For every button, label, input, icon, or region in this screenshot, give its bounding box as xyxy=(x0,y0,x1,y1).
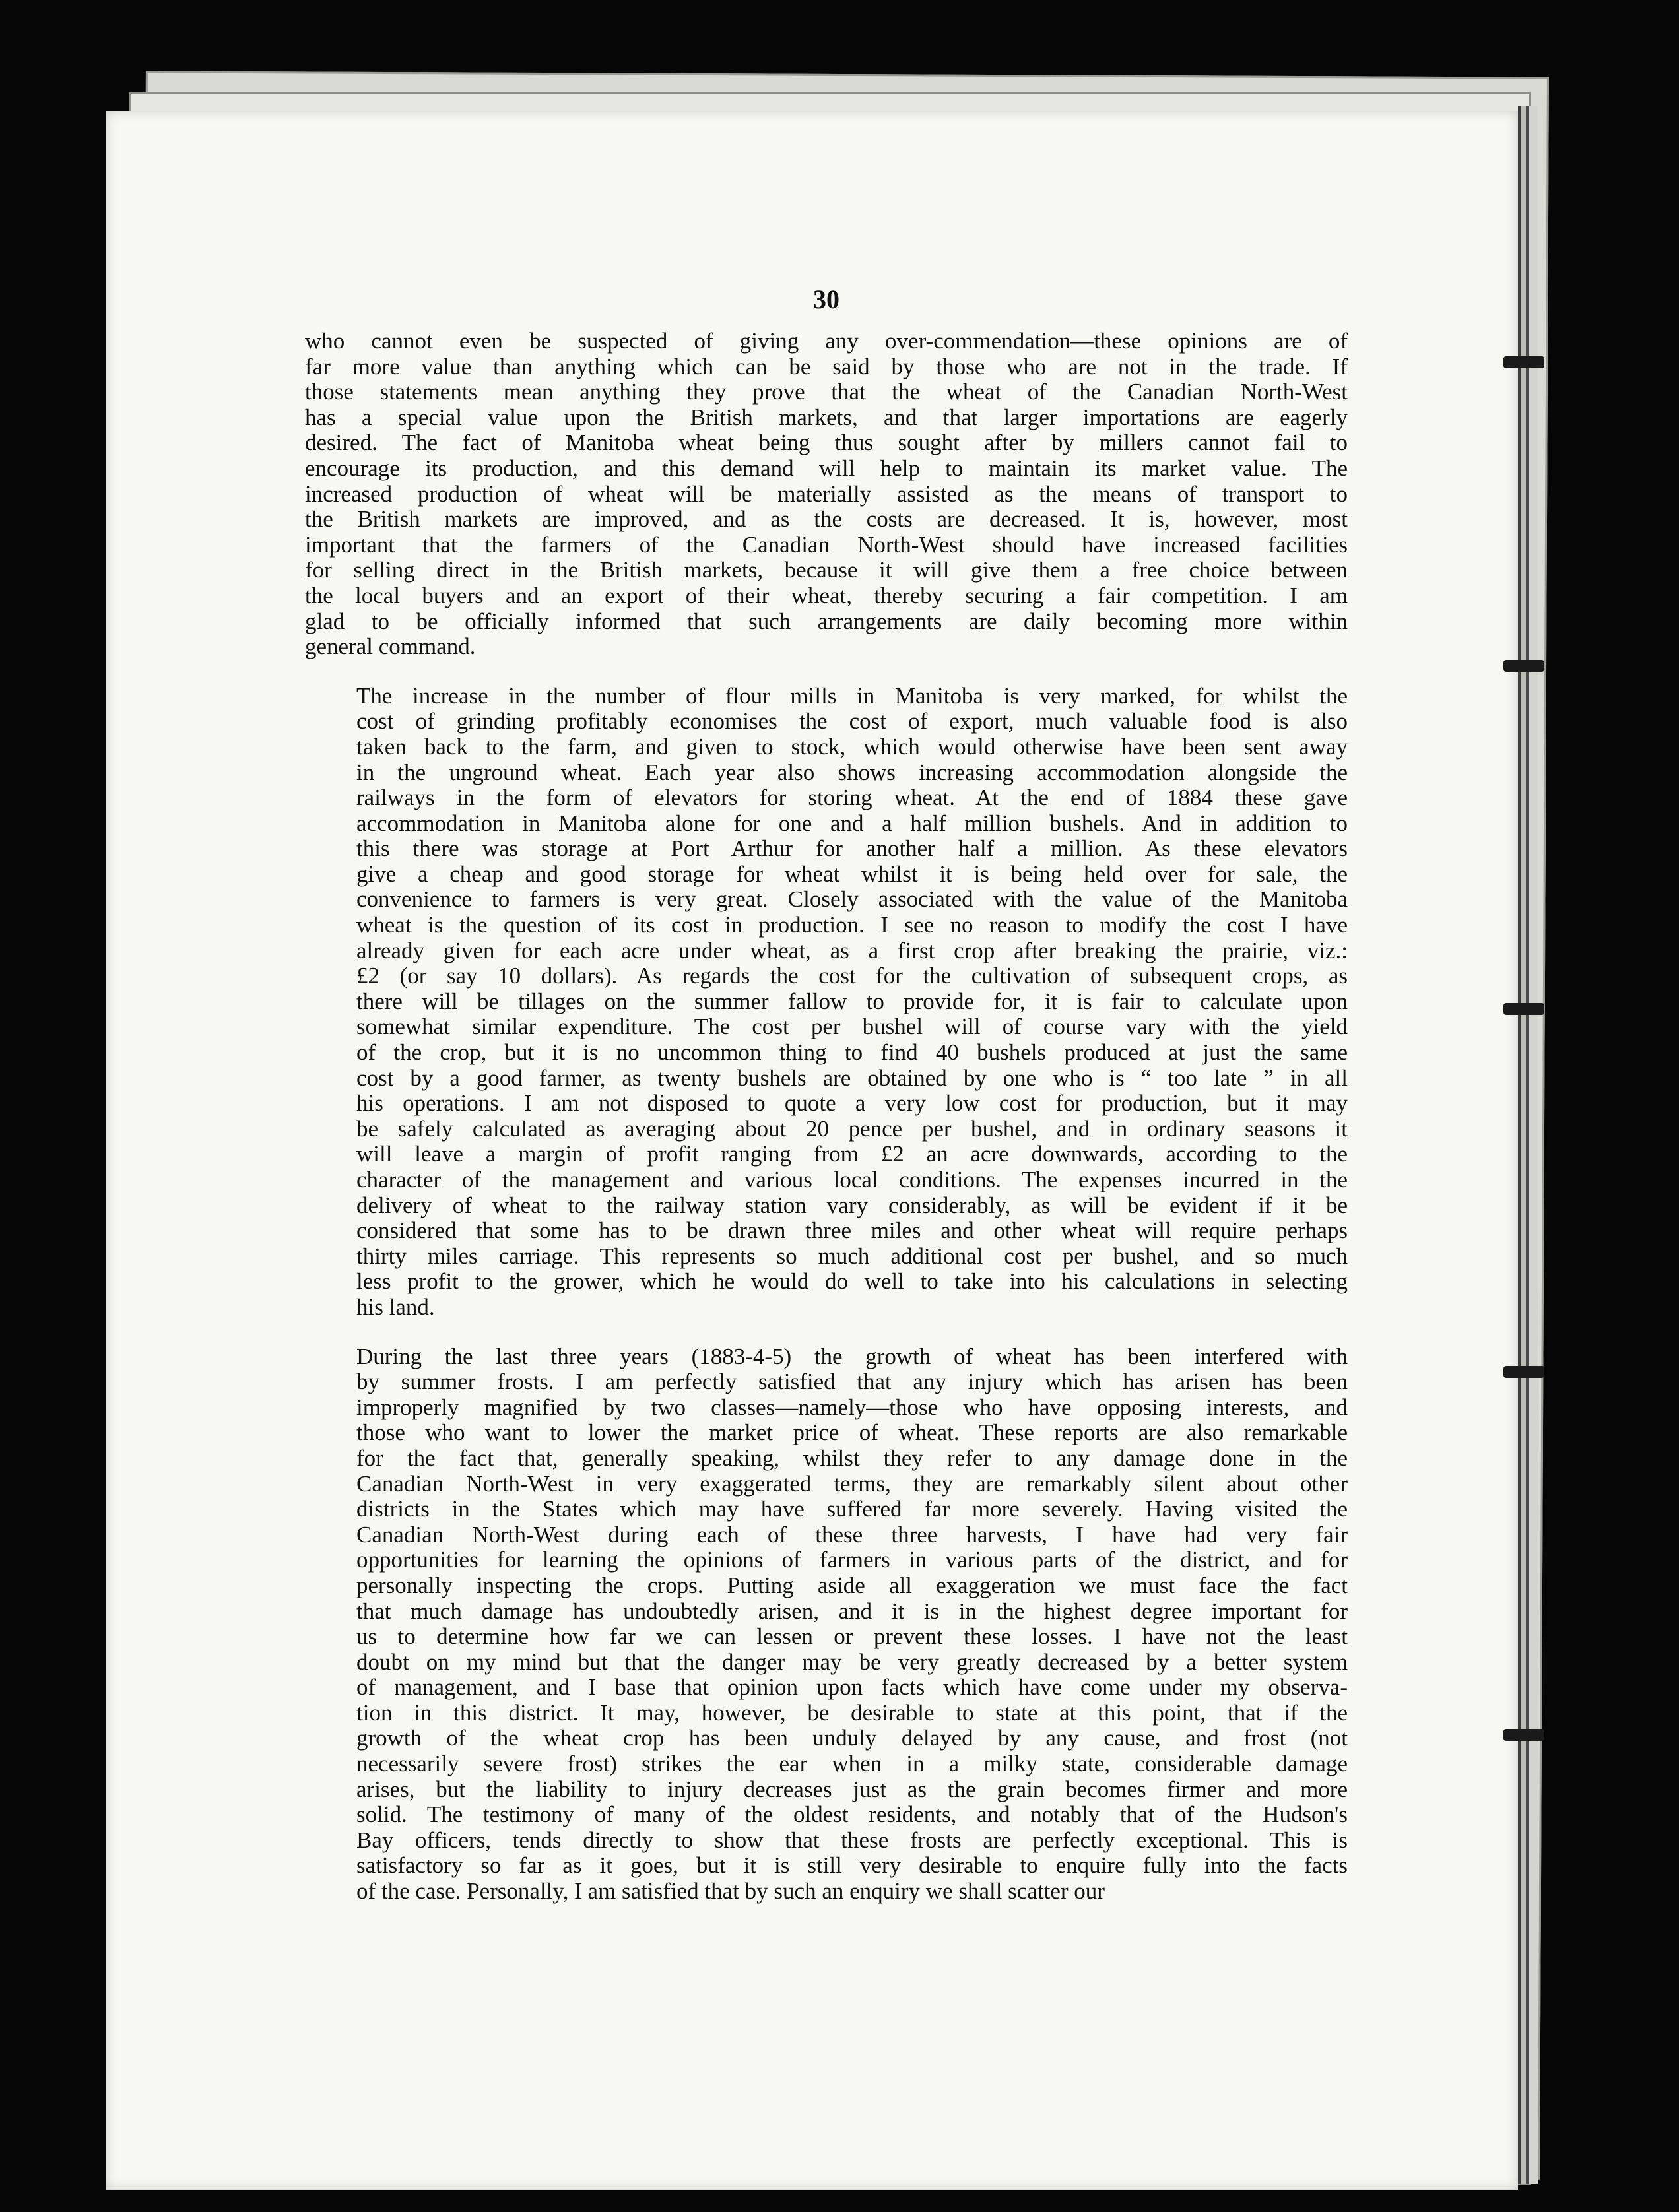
page-number: 30 xyxy=(813,284,840,314)
text-line: those who want to lower the market price of wheat. These reports are also remarkable xyxy=(356,1420,1348,1446)
paragraph xyxy=(305,329,1348,660)
text-line: far more value than anything which can be said by those who are not in the trade. If xyxy=(305,354,1348,379)
text-line: in the unground wheat. Each year also shows increasing accommodation alongside the xyxy=(356,760,1348,785)
text-line: wheat is the question of its cost in production. I see no reason to modify the cost I have xyxy=(356,913,1348,938)
binding-staple-mark xyxy=(1503,1366,1544,1378)
text-line: the British markets are improved, and as the costs are decreased. It is, however, most xyxy=(305,507,1348,533)
text-line: this there was storage at Port Arthur for another half a million. As these elevators xyxy=(356,836,1348,862)
text-line: will leave a margin of profit ranging from £2 an acre downwards, according to the xyxy=(356,1142,1348,1167)
text-line: the local buyers and an export of their wheat, thereby securing a fair competition. I am xyxy=(305,583,1348,608)
text-line: those statements mean anything they prove that the wheat of the Canadian North-West xyxy=(305,379,1348,405)
text-line: delivery of wheat to the railway station vary considerably, as will be evident if it be xyxy=(356,1192,1348,1218)
page-text-body xyxy=(305,284,1348,1904)
text-line: growth of the wheat crop has been unduly delayed by any cause, and frost (not xyxy=(356,1726,1348,1751)
text-line: of the crop, but it is no uncommon thing to find 40 bushels produced at just the same xyxy=(356,1040,1348,1066)
text-line: £2 (or say 10 dollars). As regards the cost for the cultivation of subsequent crops, as xyxy=(356,963,1348,989)
text-line: glad to be officially informed that such arrangements are daily becoming more within xyxy=(305,608,1348,634)
text-line: give a cheap and good storage for wheat whilst it is being held over for sale, the xyxy=(356,861,1348,887)
text-line: be safely calculated as averaging about 20 pence per bushel, and in ordinary seasons it xyxy=(356,1116,1348,1142)
text-line: that much damage has undoubtedly arisen, and it is in the highest degree important for xyxy=(356,1598,1348,1624)
binding-staple-mark xyxy=(1503,1729,1544,1741)
text-line: arises, but the liability to injury decreases just as the grain becomes firmer and more xyxy=(356,1776,1348,1802)
text-line: accommodation in Manitoba alone for one and a half million bushels. And in addition to xyxy=(356,810,1348,836)
text-line: has a special value upon the British markets, and that larger importations are eagerly xyxy=(305,405,1348,430)
paragraph-container xyxy=(305,329,1348,1904)
text-line: tion in this district. It may, however, be desirable to state at this point, that if the xyxy=(356,1700,1348,1726)
text-line: thirty miles carriage. This represents so much additional cost per bushel, and so much xyxy=(356,1243,1348,1269)
text-line: already given for each acre under wheat, as a first crop after breaking the prairie, viz.: xyxy=(356,938,1348,963)
text-line: important that the farmers of the Canadian North-West should have increased facilities xyxy=(305,532,1348,558)
text-line: Canadian North-West during each of these three harvests, I have had very fair xyxy=(356,1522,1348,1547)
text-line: satisfactory so far as it goes, but it is still very desirable to enquire fully into the facts xyxy=(356,1853,1348,1879)
text-line: necessarily severe frost) strikes the ear when in a milky state, considerable damage xyxy=(356,1751,1348,1777)
text-line: by summer frosts. I am perfectly satisfied that any injury which has arisen has been xyxy=(356,1369,1348,1395)
text-line: of the case. Personally, I am satisfied that by such an enquiry we shall scatter our xyxy=(356,1879,1105,1904)
text-line: cost by a good farmer, as twenty bushels are obtained by one who is “ too late ” in all xyxy=(356,1065,1348,1091)
text-line: character of the management and various local conditions. The expenses incurred in the xyxy=(356,1167,1348,1192)
text-line: for selling direct in the British markets, because it will give them a free choice between xyxy=(305,558,1348,583)
text-line: Canadian North-West in very exaggerated terms, they are remarkably silent about other xyxy=(356,1471,1348,1497)
text-line: who cannot even be suspected of giving any over-commendation—these opinions are of xyxy=(305,329,1348,354)
text-line: encourage its production, and this demand will help to maintain its market value. The xyxy=(305,455,1348,481)
text-line: there will be tillages on the summer fallow to provide for, it is fair to calculate upon xyxy=(356,989,1348,1014)
text-line: convenience to farmers is very great. Closely associated with the value of the Manitoba xyxy=(356,887,1348,913)
binding-edge xyxy=(1518,106,1538,2184)
binding-staple-mark xyxy=(1503,356,1544,368)
paragraph xyxy=(305,1344,1348,1904)
text-line: railways in the form of elevators for storing wheat. At the end of 1884 these gave xyxy=(356,785,1348,811)
text-line: us to determine how far we can lessen or prevent these losses. I have not the least xyxy=(356,1624,1348,1650)
text-line: his land. xyxy=(356,1294,435,1320)
text-line: Bay officers, tends directly to show that these frosts are perfectly exceptional. This is xyxy=(356,1827,1348,1853)
text-line: his operations. I am not disposed to quote a very low cost for production, but it may xyxy=(356,1091,1348,1117)
binding-staple-mark xyxy=(1503,1003,1544,1015)
text-line: improperly magnified by two classes—namely—those who have opposing interests, and xyxy=(356,1394,1348,1420)
text-line: somewhat similar expenditure. The cost per bushel will of course vary with the yield xyxy=(356,1014,1348,1040)
text-line: opportunities for learning the opinions of farmers in various parts of the district, and for xyxy=(356,1547,1348,1573)
text-line: The increase in the number of flour mills in Manitoba is very marked, for whilst the xyxy=(356,683,1348,709)
text-line: general command. xyxy=(305,634,476,660)
text-line: increased production of wheat will be materially assisted as the means of transport to xyxy=(305,481,1348,507)
text-line: of management, and I base that opinion upon facts which have come under my observa- xyxy=(356,1675,1348,1701)
text-line: districts in the States which may have suffered far more severely. Having visited the xyxy=(356,1497,1348,1522)
text-line: solid. The testimony of many of the oldest residents, and notably that of the Hudson's xyxy=(356,1802,1348,1828)
text-line: considered that some has to be drawn three miles and other wheat will require perhaps xyxy=(356,1218,1348,1244)
text-line: During the last three years (1883-4-5) the growth of wheat has been interfered with xyxy=(356,1344,1348,1369)
text-line: cost of grinding profitably economises the cost of export, much valuable food is also xyxy=(356,709,1348,734)
text-line: doubt on my mind but that the danger may be very greatly decreased by a better system xyxy=(356,1649,1348,1675)
paragraph xyxy=(305,684,1348,1320)
text-line: less profit to the grower, which he would do well to take into his calculations in selecting xyxy=(356,1269,1348,1295)
text-line: desired. The fact of Manitoba wheat being thus sought after by millers cannot fail to xyxy=(305,430,1348,456)
binding-staple-mark xyxy=(1503,660,1544,672)
text-line: for the fact that, generally speaking, whilst they refer to any damage done in the xyxy=(356,1445,1348,1471)
text-line: taken back to the farm, and given to stock, which would otherwise have been sent away xyxy=(356,734,1348,760)
text-line: personally inspecting the crops. Putting aside all exaggeration we must face the fact xyxy=(356,1573,1348,1598)
